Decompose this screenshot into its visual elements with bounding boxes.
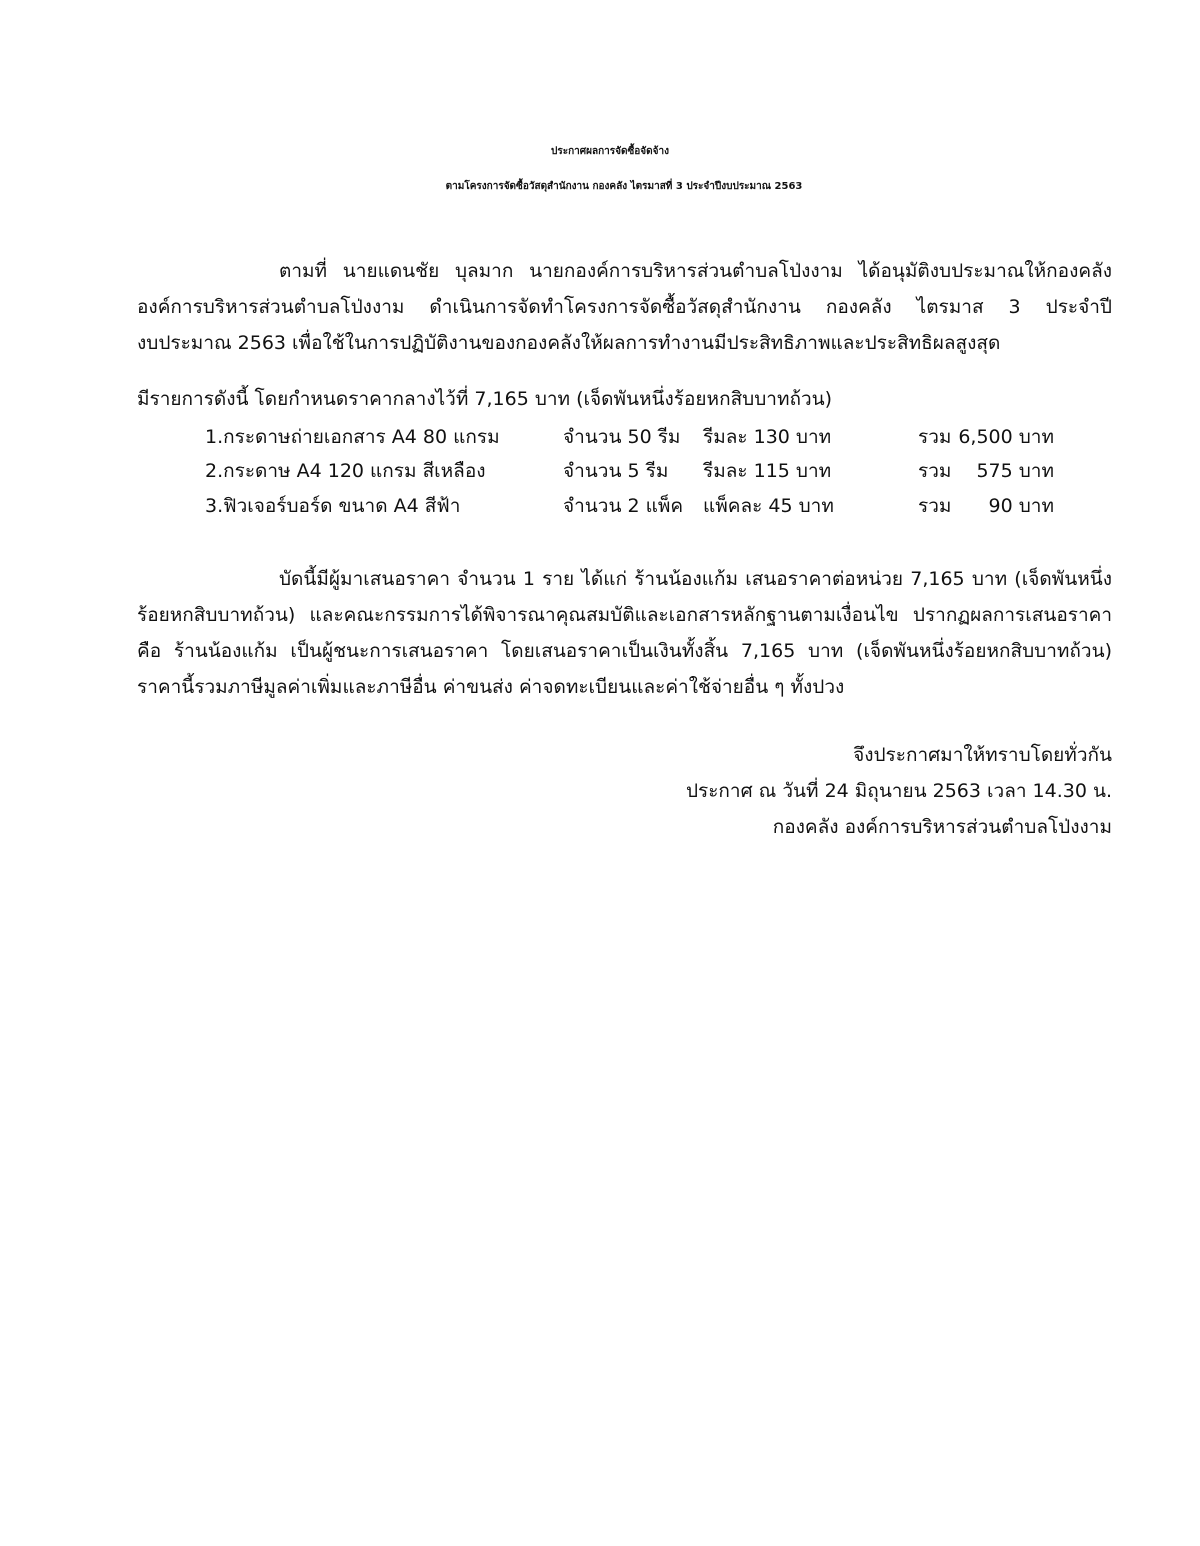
result-line-1: บัดนี้มีผู้มาเสนอราคา จำนวน 1 ราย ได้แก่ ร้านน้องแก้ม เสนอราคาต่อหน่วย 7,165 บาท (เจ็ดพันหนึ่ง <box>279 568 1112 590</box>
result-line-2: ร้อยหกสิบบาทถ้วน) และคณะกรรมการได้พิจารณาคุณสมบัติและเอกสารหลักฐานตามเงื่อนไข ปรากฏผลการเสนอราคา <box>137 604 1112 626</box>
item-quantity: จำนวน 50 รีม <box>563 426 681 448</box>
item-unit-price: รีมละ 115 บาท <box>703 460 832 482</box>
intro-line-3: งบประมาณ 2563 เพื่อใช้ในการปฏิบัติงานของกองคลังให้ผลการทำงานมีประสิทธิภาพและประสิทธิผลสูงสุด <box>137 332 1001 354</box>
item-unit-price: แพ็คละ 45 บาท <box>703 495 834 517</box>
intro-line-2: องค์การบริหารส่วนตำบลโป่งงาม ดำเนินการจัดทำโครงการจัดซื้อวัสดุสำนักงาน กองคลัง ไตรมาส 3 ประจำปี <box>137 296 1112 318</box>
result-line-4: ราคานี้รวมภาษีมูลค่าเพิ่มและภาษีอื่น ค่าขนส่ง ค่าจดทะเบียนและค่าใช้จ่ายอื่น ๆ ทั้งปวง <box>137 676 845 698</box>
item-quantity: จำนวน 2 แพ็ค <box>563 495 684 517</box>
intro-line-1: ตามที่ นายแดนชัย บุลมาก นายกองค์การบริหารส่วนตำบลโป่งงาม ได้อนุมัติงบประมาณให้กองคลัง <box>279 260 1112 282</box>
list-item <box>0 491 1200 521</box>
document-subtitle: ตามโครงการจัดซื้อวัสดุสำนักงาน กองคลัง ไตรมาสที่ 3 ประจำปีงบประมาณ 2563 <box>445 181 803 192</box>
announcement-date: ประกาศ ณ วันที่ 24 มิถุนายน 2563 เวลา 14.30 น. <box>685 780 1112 802</box>
item-name: 2.กระดาษ A4 120 แกรม สีเหลือง <box>205 460 486 482</box>
closing-announcement: จึงประกาศมาให้ทราบโดยทั่วกัน <box>853 744 1112 766</box>
item-total: 6,500 บาท <box>958 426 1054 448</box>
result-line-3: คือ ร้านน้องแก้ม เป็นผู้ชนะการเสนอราคา โดยเสนอราคาเป็นเงินทั้งสิ้น 7,165 บาท (เจ็ดพันหนึ่งร้อยหกสิบบาทถ้วน) <box>137 640 1112 662</box>
item-name: 1.กระดาษถ่ายเอกสาร A4 80 แกรม <box>205 426 500 448</box>
item-unit-price: รีมละ 130 บาท <box>703 426 832 448</box>
item-total-label: รวม <box>918 460 952 482</box>
document-title: ประกาศผลการจัดซื้อจัดจ้าง <box>551 146 669 157</box>
item-total-label: รวม <box>918 426 952 448</box>
item-total: 575 บาท <box>976 460 1054 482</box>
item-quantity: จำนวน 5 รีม <box>563 460 669 482</box>
list-item <box>0 422 1200 452</box>
item-total-label: รวม <box>918 495 952 517</box>
list-item <box>0 456 1200 486</box>
issuer-name: กองคลัง องค์การบริหารส่วนตำบลโป่งงาม <box>772 816 1112 838</box>
item-name: 3.ฟิวเจอร์บอร์ด ขนาด A4 สีฟ้า <box>205 495 461 517</box>
items-intro: มีรายการดังนี้ โดยกำหนดราคากลางไว้ที่ 7,165 บาท (เจ็ดพันหนึ่งร้อยหกสิบบาทถ้วน) <box>137 388 833 410</box>
item-total: 90 บาท <box>988 495 1054 517</box>
